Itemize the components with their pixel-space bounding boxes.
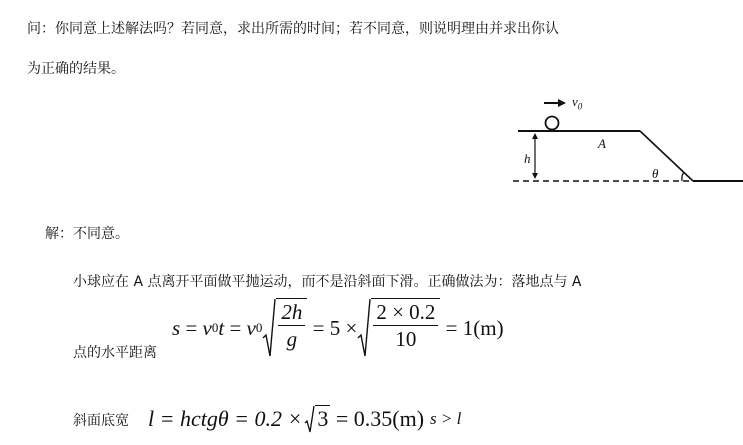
fraction-2h-g: $\frac{2h}{g}$ xyxy=(278,299,305,352)
ball xyxy=(546,117,559,130)
answer-line-1: 小球应在 A 点离开平面做平抛运动，而不是沿斜面下滑。正确做法为：落地点与 A xyxy=(73,274,582,290)
question-line-1: 问：你同意上述解法吗？若同意，求出所需的时间；若不同意，则说明理由并求出你认 xyxy=(27,21,559,37)
height-label: h xyxy=(524,151,531,166)
sqrt-2h-over-g xyxy=(262,298,307,358)
answer-line-3: 斜面底宽 xyxy=(73,413,129,429)
answer-heading: 解：不同意。 xyxy=(45,226,129,242)
formula-horizontal-distance: s = v 0 t = v 0 $\frac{2h}{g}$ = 5 × $\frac{2 \times 0.2}{10}$ = 1(m) xyxy=(172,297,504,359)
fraction-numeric: $\frac{2 \times 0.2}{10}$ xyxy=(373,299,438,352)
answer-line-2: 点的水平距离 xyxy=(73,345,157,361)
velocity-arrowhead xyxy=(558,99,566,107)
question-line-2: 为正确的结果。 xyxy=(27,61,125,77)
v0-label: $v_0$ xyxy=(572,94,583,112)
angle-arc xyxy=(682,172,684,181)
sqrt-numeric xyxy=(357,298,440,358)
angle-label: θ xyxy=(652,166,659,181)
formula-slope-width: l = hctgθ = 0.2 × 3 = 0.35(m) s > l xyxy=(148,406,462,431)
sqrt-3: 3 xyxy=(304,405,330,433)
slope-line xyxy=(640,131,693,181)
point-a-label: A xyxy=(598,136,606,151)
